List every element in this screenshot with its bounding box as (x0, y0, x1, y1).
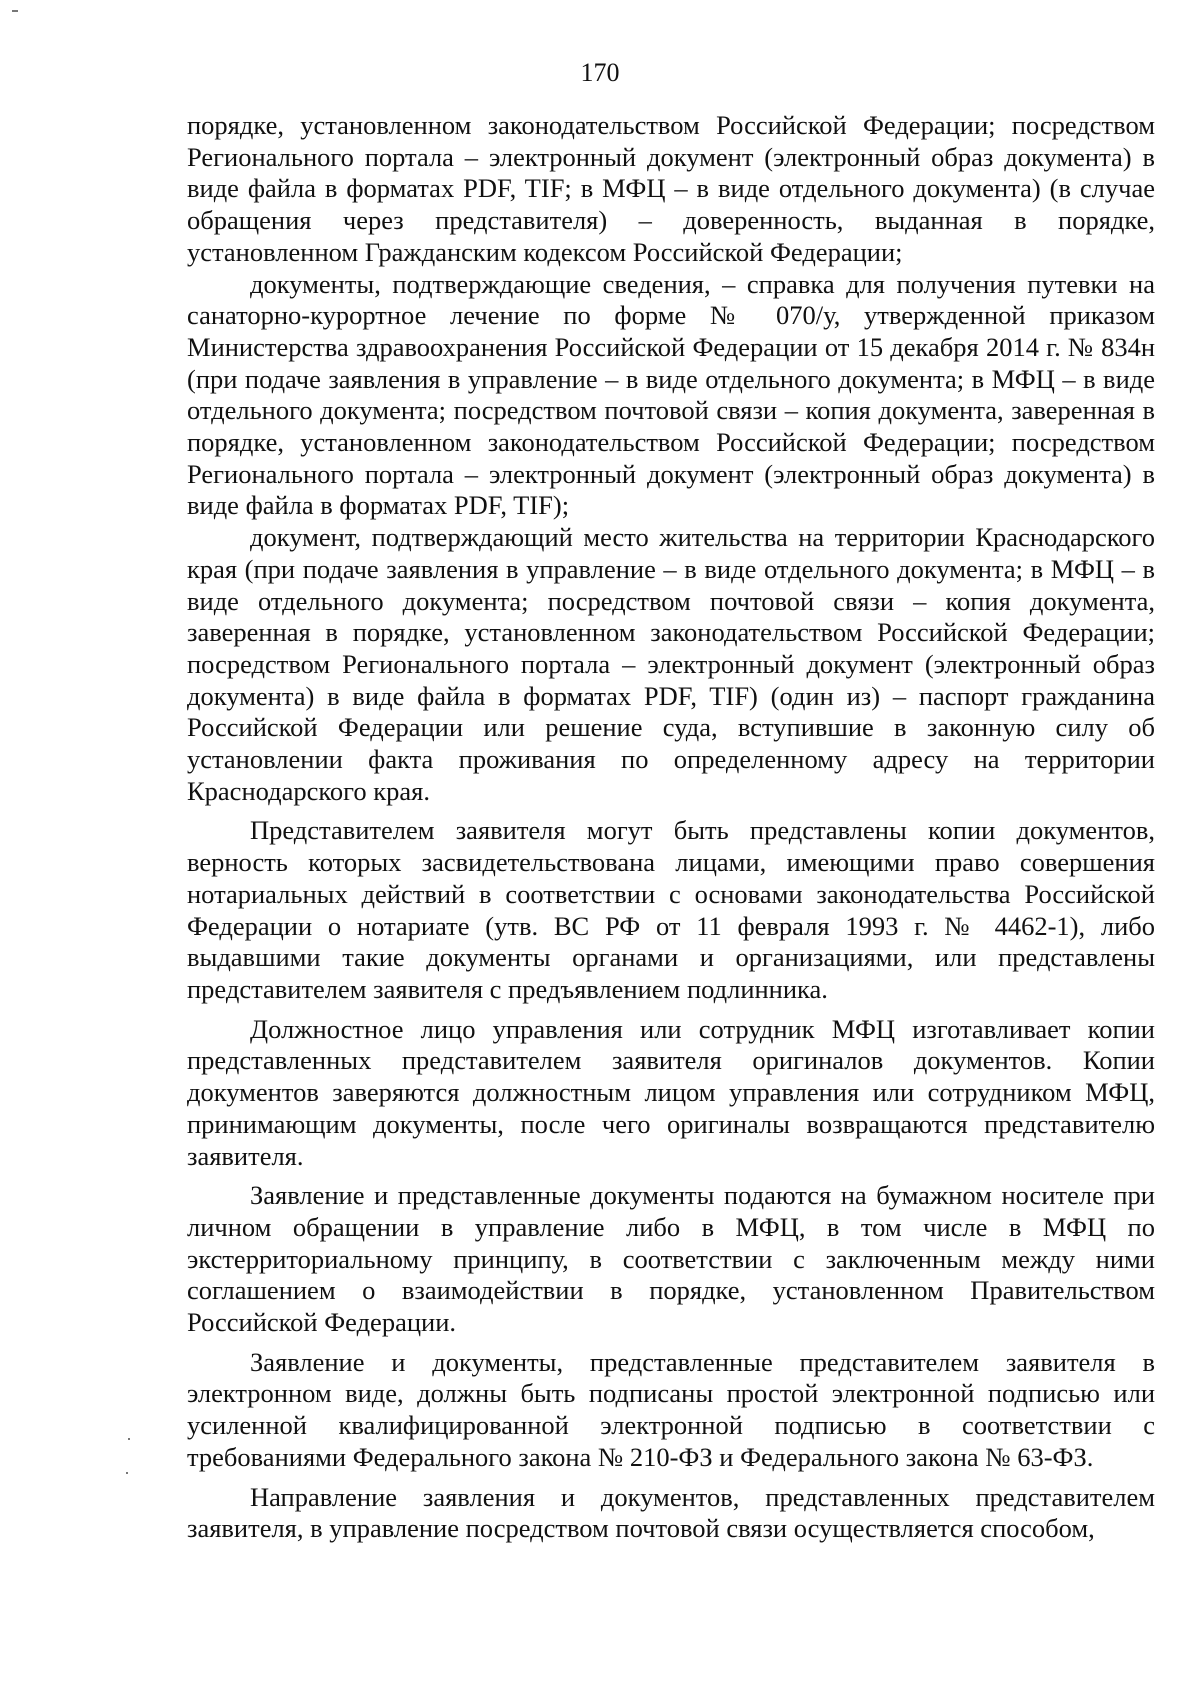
paragraph-residence-document: документ, подтверждающий место жительства на территории Краснодарского края (при подаче заявления в управление – в виде отдельного документа; в МФЦ – в виде отдельного документа; посредством почтовой связи – копия документа, заверенная в порядке, установленном законодательством Российской Федерации; посредством Регионального портала – электронный документ (электронный образ документа) в виде файла в форматах PDF, TIF) (один из) – паспорт гражданина Российской Федерации или решение суда, вступившие в законную силу об установлении факта проживания по определенному адресу на территории Краснодарского края. (187, 522, 1155, 806)
paragraph-medical-certificate: документы, подтверждающие сведения, – справка для получения путевки на санаторно-курортное лечение по форме № 070/у, утвержденной приказом Министерства здравоохранения Российской Федерации от 15 декабря 2014 г. № 834н (при подаче заявления в управление – в виде отдельного документа; в МФЦ – в виде отдельного документа; посредством почтовой связи – копия документа, заверенная в порядке, установленном законодательством Российской Федерации; посредством Регионального портала – электронный документ (электронный образ документа) в виде файла в форматах PDF, TIF); (187, 268, 1155, 521)
page-number: 170 (580, 58, 620, 87)
document-body (187, 110, 1155, 1545)
scan-artifact-mark (12, 10, 18, 12)
paragraph-copy-certification: Должностное лицо управления или сотрудник МФЦ изготавливает копии представленных представителем заявителя оригиналов документов. Копии документов заверяются должностным лицом управления или сотрудником МФЦ, принимающим документы, после чего оригиналы возвращаются представителю заявителя. (187, 1013, 1155, 1171)
paragraph-continuation: порядке, установленном законодательством Российской Федерации; посредством Регионального портала – электронный документ (электронный образ документа) в виде файла в форматах PDF, TIF; в МФЦ – в виде отдельного документа) (в случае обращения через представителя) – доверенность, выданная в порядке, установленном Гражданским кодексом Российской Федерации; (187, 110, 1155, 267)
scan-artifact-dot (126, 1472, 128, 1474)
paragraph-representative-copies: Представителем заявителя могут быть представлены копии документов, верность которых засвидетельствована лицами, имеющими право совершения нотариальных действий в соответствии с основами законодательства Российской Федерации о нотариате (утв. ВС РФ от 11 февраля 1993 г. № 4462-1), либо выдавшими такие документы органами и организациями, или представлены представителем заявителя с предъявлением подлинника. (187, 815, 1155, 1004)
paragraph-electronic-signature: Заявление и документы, представленные представителем заявителя в электронном виде, должны быть подписаны простой электронной подписью или усиленной квалифицированной электронной подписью в соответствии с требованиями Федерального закона № 210-ФЗ и Федерального закона № 63-ФЗ. (187, 1346, 1155, 1472)
paragraph-paper-submission: Заявление и представленные документы подаются на бумажном носителе при личном обращении в управление либо в МФЦ, в том числе в МФЦ по экстерриториальному принципу, в соответствии с заключенным между ними соглашением о взаимодействии в порядке, установленном Правительством Российской Федерации. (187, 1180, 1155, 1338)
paragraph-postal-submission: Направление заявления и документов, представленных представителем заявителя, в управление посредством почтовой связи осуществляется способом, (187, 1481, 1155, 1544)
scan-artifact-dot (128, 1438, 130, 1440)
